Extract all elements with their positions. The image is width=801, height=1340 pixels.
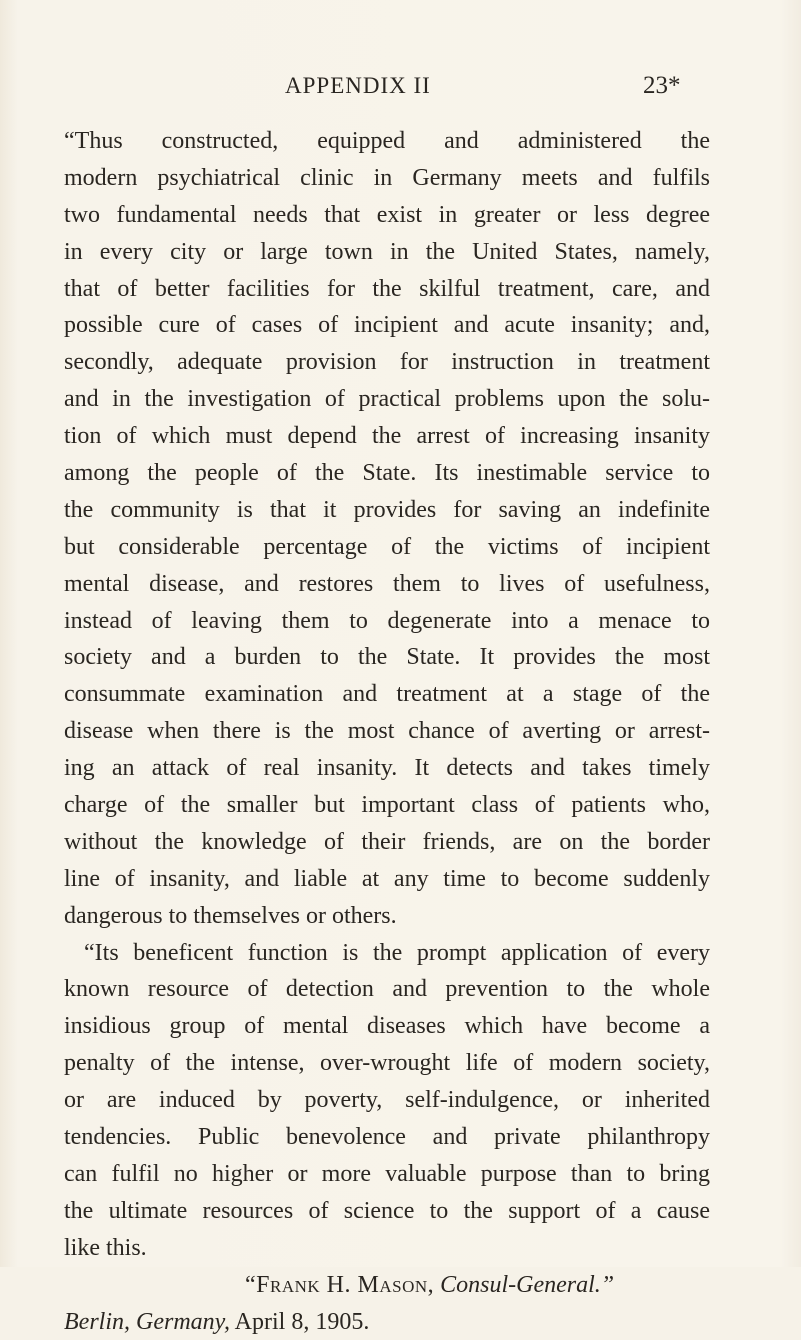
dateline-place: Berlin, Germany, xyxy=(64,1309,230,1335)
text-line: possible cure of cases of incipient and acute insanity; and, xyxy=(64,307,710,344)
page-number: 23* xyxy=(643,72,681,100)
dateline-date: April 8, 1905. xyxy=(235,1309,370,1335)
text-line: secondly, adequate provision for instruction in treatment xyxy=(64,344,710,381)
text-line: charge of the smaller but important class of patients who, xyxy=(64,787,710,824)
text-line: or are induced by poverty, self-indulgence, or inherited xyxy=(64,1082,710,1119)
text-line: in every city or large town in the United States, namely, xyxy=(64,234,710,271)
text-line: modern psychiatrical clinic in Germany meets and fulfils xyxy=(64,160,710,197)
paragraph-1 xyxy=(64,123,710,935)
text-line: line of insanity, and liable at any time to become suddenly xyxy=(64,861,710,898)
text-line: instead of leaving them to degenerate into a menace to xyxy=(64,603,710,640)
running-head xyxy=(0,66,801,106)
text-line: without the knowledge of their friends, are on the border xyxy=(64,824,710,861)
text-line: can fulfil no higher or more valuable purpose than to bring xyxy=(64,1156,710,1193)
text-line: “Its beneficent function is the prompt application of every xyxy=(64,935,710,972)
dateline xyxy=(64,1304,710,1340)
text-line: like this. xyxy=(64,1230,710,1267)
text-line: known resource of detection and prevention to the whole xyxy=(64,971,710,1008)
text-line: penalty of the intense, over-wrought life of modern society, xyxy=(64,1045,710,1082)
text-line: and in the investigation of practical problems upon the solu- xyxy=(64,381,710,418)
signature xyxy=(64,1267,710,1304)
text-line: consummate examination and treatment at a stage of the xyxy=(64,676,710,713)
text-line: tendencies. Public benevolence and private philanthropy xyxy=(64,1119,710,1156)
text-line: that of better facilities for the skilful treatment, care, and xyxy=(64,271,710,308)
text-line: “Thus constructed, equipped and administered the xyxy=(64,123,710,160)
text-line: disease when there is the most chance of averting or arrest- xyxy=(64,713,710,750)
signatory-title: Consul-General.” xyxy=(440,1272,614,1298)
signatory-name: “Frank H. Mason, xyxy=(245,1272,434,1298)
text-line: two fundamental needs that exist in greater or less degree xyxy=(64,197,710,234)
text-line: among the people of the State. Its inestimable service to xyxy=(64,455,710,492)
text-line: but considerable percentage of the victims of incipient xyxy=(64,529,710,566)
text-line: tion of which must depend the arrest of increasing insanity xyxy=(64,418,710,455)
text-line: the ultimate resources of science to the support of a cause xyxy=(64,1193,710,1230)
text-line: insidious group of mental diseases which have become a xyxy=(64,1008,710,1045)
paragraph-2 xyxy=(64,935,710,1267)
body-text xyxy=(64,123,710,1340)
text-line: mental disease, and restores them to lives of usefulness, xyxy=(64,566,710,603)
text-line: the community is that it provides for saving an indefinite xyxy=(64,492,710,529)
text-line: dangerous to themselves or others. xyxy=(64,898,710,935)
text-line: ing an attack of real insanity. It detects and takes timely xyxy=(64,750,710,787)
text-line: society and a burden to the State. It provides the most xyxy=(64,639,710,676)
running-title: APPENDIX II xyxy=(285,72,431,100)
